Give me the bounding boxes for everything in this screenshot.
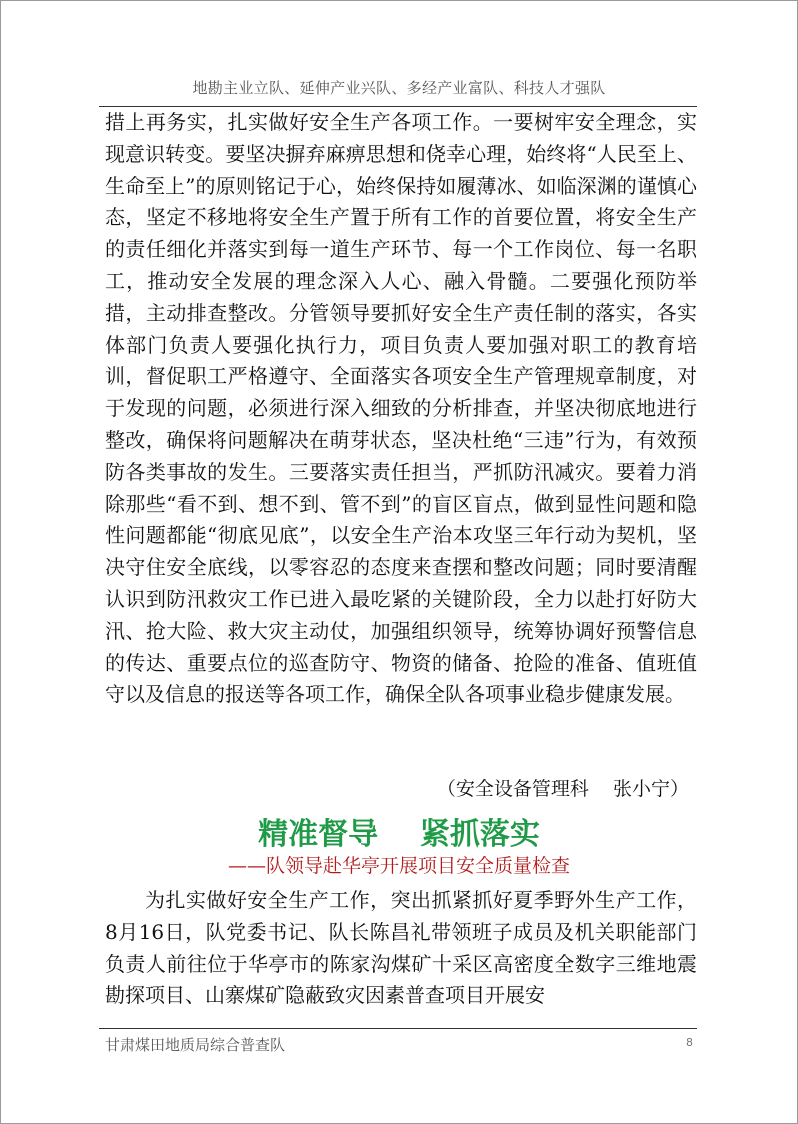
page-number: 8 — [686, 1036, 693, 1049]
article-paragraph — [105, 885, 697, 1012]
article-subtitle: ——队领导赴华亭开展项目安全质量检查 — [227, 855, 570, 877]
page-header-slogan: 地勘主业立队、延伸产业兴队、多经产业富队、科技人才强队 — [192, 79, 606, 97]
article-title: 精准督导 紧抓落实 — [258, 817, 540, 852]
body-paragraph-text: 措上再务实，扎实做好安全生产各项工作。一要树牢安全理念，实现意识转变。要坚决摒弃麻痹思想和侥幸心理，始终将“人民至上、生命至上”的原则铭记于心，始终保持如履薄冰、如临深渊的谨慎心态，坚定不移地将安全生产置于所有工作的首要位置，将安全生产的责任细化并落实到每一道生产环节、每一个工作岗位、每一名职工，推动安全发展的理念深入人心、融入骨髓。二要强化预防举措，主动排查整改。分管领导要抓好安全生产责任制的落实，各实体部门负责人要强化执行力，项目负责人要加强对职工的教育培训，督促职工严格遵守、全面落实各项安全生产管理规章制度，对于发现的问题，必须进行深入细致的分析排查，并坚决彻底地进行整改，确保将问题解决在萌芽状态，坚决杜绝“三违”行为，有效预防各类事故的发生。三要落实责任担当，严抓防汛减灾。要着力消除那些“看不到、想不到、管不到”的盲区盲点，做到显性问题和隐性问题都能“彻底见底”，以安全生产治本攻坚三年行动为契机，坚决守住安全底线，以零容忍的态度来查摆和整改问题；同时要清醒认识到防汛救灾工作已进入最吃紧的关键阶段，全力以赴打好防大汛、抢大险、救大灾主动仗，加强组织领导，统筹协调好预警信息的传达、重要点位的巡查防守、物资的储备、抢险的准备、值班值守以及信息的报送等各项工作，确保全队各项事业稳步健康发展。 — [105, 110, 697, 707]
footer-organization: 甘肃煤田地质局综合普查队 — [105, 1036, 286, 1054]
article-paragraph-text: 为扎实做好安全生产工作，突出抓紧抓好夏季野外生产工作，8月16日，队党委书记、队长陈昌礼带领班子成员及机关职能部门负责人前往位于华亭市的陈家沟煤矿十采区高密度全数字三维地震勘探项目、山寨煤矿隐蔽致灾因素普查项目开展安 — [105, 888, 697, 1008]
author-signature: （安全设备管理科 张小宁） — [436, 778, 689, 800]
footer-divider — [99, 1028, 697, 1029]
body-paragraph — [105, 107, 697, 711]
